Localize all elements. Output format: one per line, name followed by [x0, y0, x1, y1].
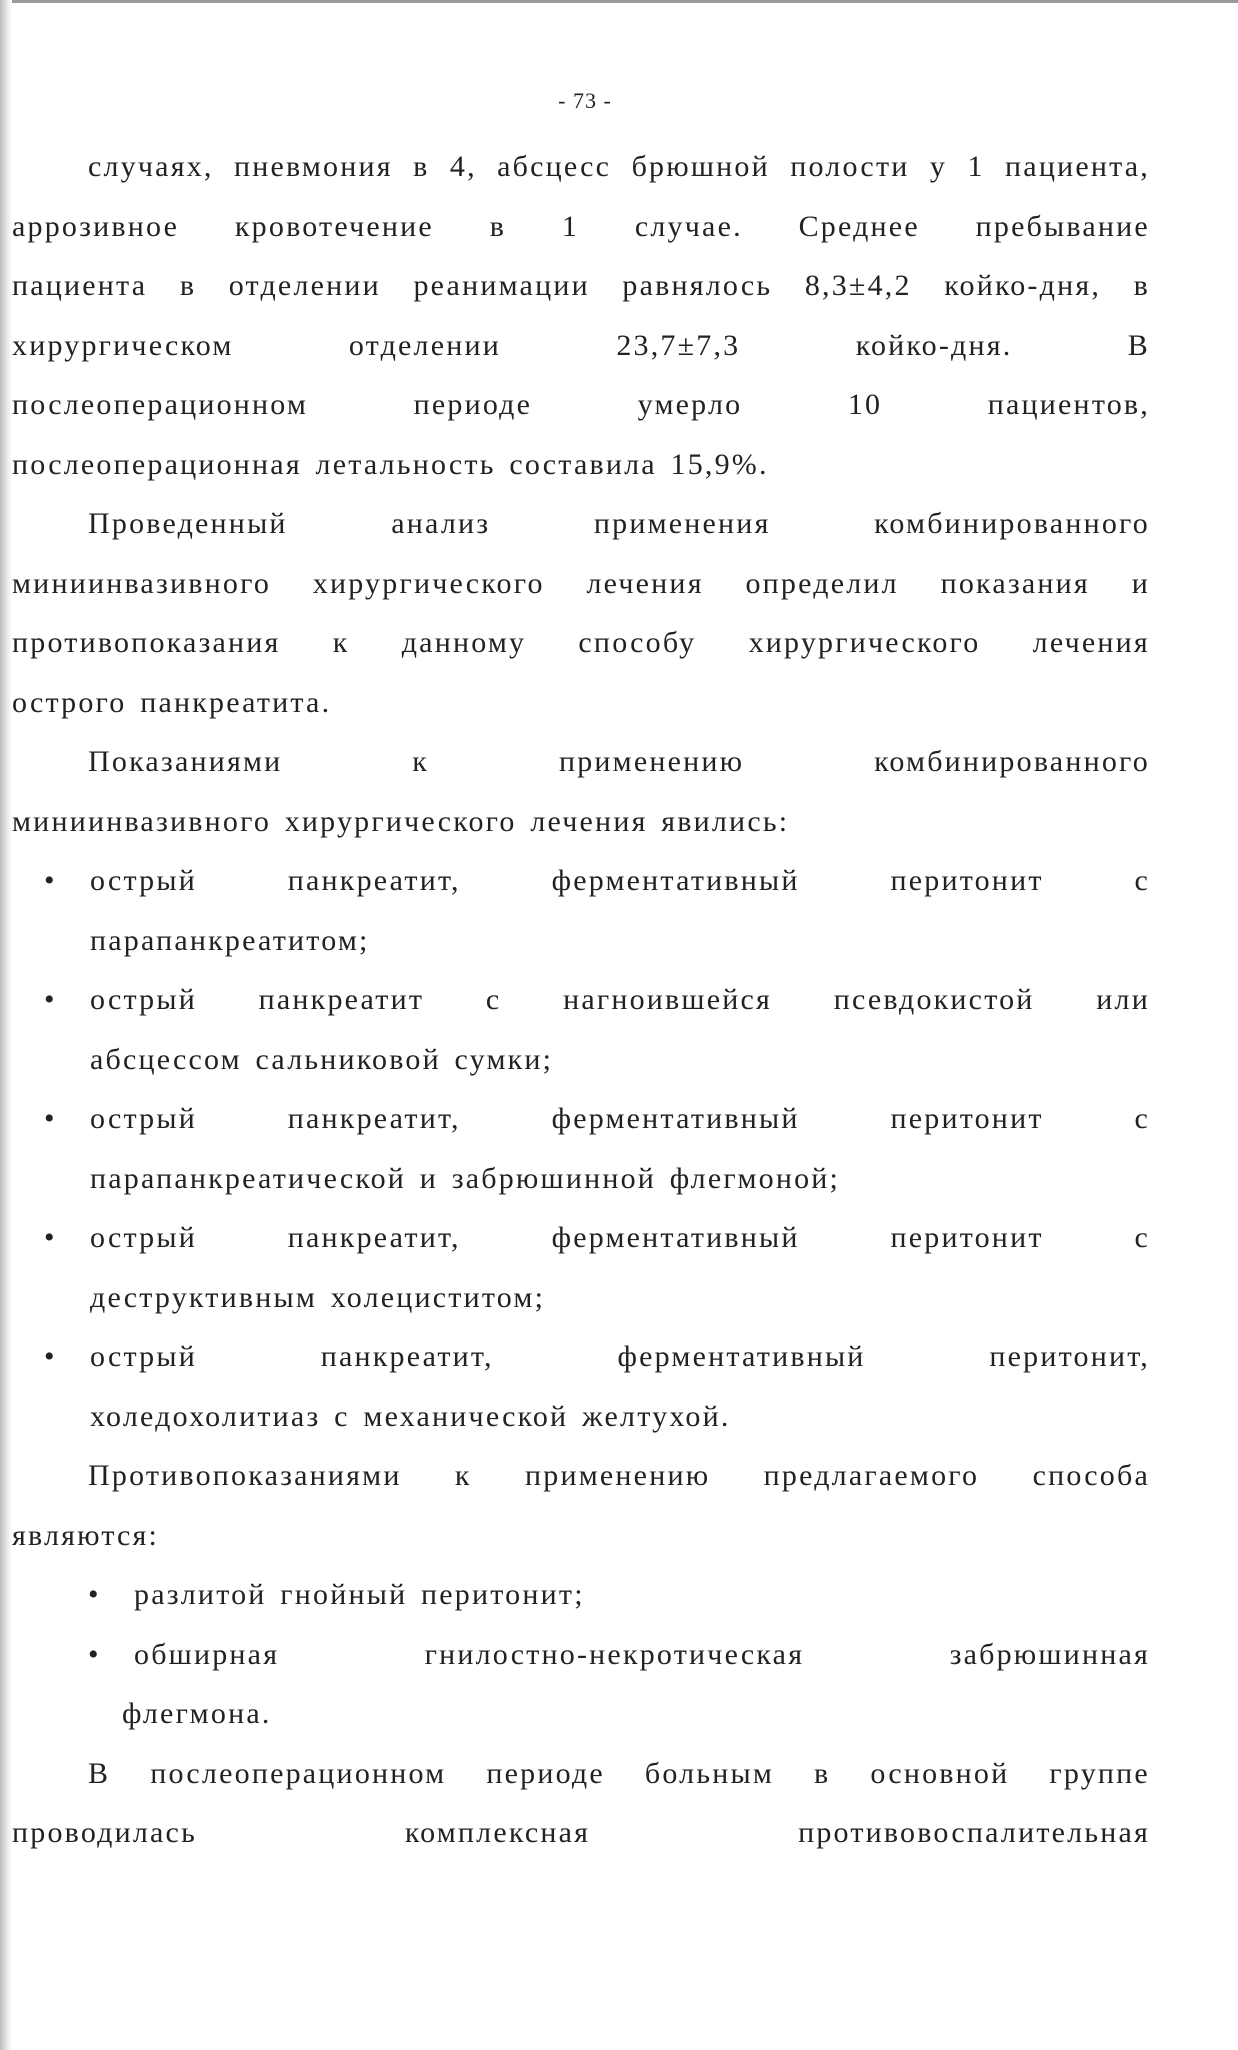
word: периоде	[413, 388, 533, 421]
contraindications-list	[12, 1565, 1150, 1744]
list-item-continuation: деструктивным холециститом;	[90, 1280, 546, 1314]
list-item-continuation: флегмона.	[122, 1697, 272, 1730]
word: полости	[790, 150, 910, 183]
paragraph-2	[12, 494, 1150, 732]
text-line	[12, 1744, 1150, 1804]
word: панкреатит,	[287, 1221, 461, 1254]
list-item	[12, 1089, 1150, 1149]
list-item	[12, 1208, 1150, 1268]
word: проводилась	[12, 1816, 197, 1849]
word: реанимации	[413, 269, 590, 302]
word: применению	[558, 745, 745, 778]
word: в	[489, 209, 507, 243]
word: 1	[561, 209, 580, 243]
bullet-icon: •	[88, 1637, 101, 1671]
word: комплексная	[404, 1816, 591, 1849]
word: способу	[578, 626, 697, 659]
word: пациента	[12, 269, 148, 302]
word: группе	[1049, 1756, 1150, 1790]
word: хирургического	[312, 566, 545, 600]
word: ферментативный	[551, 864, 800, 897]
word: в	[413, 150, 430, 183]
paragraph-4	[12, 1446, 1150, 1565]
word: Показаниями	[88, 745, 283, 778]
text-line	[12, 316, 1150, 376]
word: равнялось	[622, 269, 773, 302]
text-line: острого панкреатита.	[12, 685, 332, 719]
word: с	[485, 983, 502, 1016]
word: нагноившейся	[563, 983, 773, 1016]
list-item	[12, 1625, 1150, 1685]
word: панкреатит,	[287, 864, 461, 897]
word: предлагаемого	[763, 1459, 980, 1492]
word: к	[332, 626, 350, 659]
word: противопоказания	[12, 626, 281, 659]
bullet-icon: •	[44, 1340, 57, 1373]
page-number: - 73 -	[558, 88, 612, 113]
bullet-icon: •	[44, 983, 57, 1016]
paragraph-3	[12, 732, 1150, 851]
text-line: миниинвазивного хирургического лечения явились:	[12, 804, 790, 838]
scan-left-edge	[0, 0, 12, 2050]
word: псевдокистой	[833, 983, 1035, 1016]
word: в	[814, 1756, 831, 1790]
word: панкреатит,	[287, 1102, 461, 1135]
list-item: • разлитой гнойный перитонит;	[12, 1565, 1150, 1625]
word: применения	[593, 507, 771, 540]
word: пациентов,	[987, 388, 1150, 421]
word: 23,7±7,3	[616, 328, 741, 362]
word: брюшной	[631, 150, 770, 183]
word: данному	[401, 626, 527, 659]
document-body	[12, 137, 1150, 1863]
word: лечения	[1032, 626, 1150, 659]
word: комбинированного	[874, 507, 1150, 540]
word: В	[1127, 328, 1150, 362]
text-line	[12, 613, 1150, 673]
word: койко-дня.	[855, 328, 1013, 362]
word: Противопоказаниями	[88, 1459, 402, 1492]
list-item-continuation: холедохолитиаз с механической желтухой.	[90, 1399, 731, 1433]
word: определил	[745, 566, 899, 600]
word: перитонит	[890, 1221, 1044, 1254]
word: кровотечение	[234, 209, 434, 243]
bullet-icon: •	[44, 1102, 57, 1135]
word: острый	[90, 983, 197, 1016]
word: гнилостно-некротическая	[424, 1637, 805, 1671]
word: абсцесс	[497, 150, 612, 183]
word: забрюшинная	[949, 1637, 1150, 1671]
word: послеоперационном	[12, 388, 309, 421]
paragraph-5	[12, 1744, 1150, 1863]
word: в	[1133, 269, 1150, 302]
word: основной	[870, 1756, 1010, 1790]
scan-top-edge	[0, 0, 1238, 3]
word: койко-дня,	[944, 269, 1102, 302]
word: острый	[90, 1102, 197, 1135]
text-line	[12, 1803, 1150, 1863]
text-line	[12, 375, 1150, 435]
bullet-icon: •	[44, 864, 57, 897]
list-item-continuation: парапанкреатической и забрюшинной флегмоной;	[90, 1161, 841, 1195]
text-line	[12, 732, 1150, 792]
word: лечения	[586, 566, 704, 600]
word: умерло	[637, 388, 743, 421]
word: противовоспалительная	[798, 1816, 1150, 1849]
word: пациента,	[1005, 150, 1150, 183]
text-line	[12, 554, 1150, 614]
word: панкреатит	[258, 983, 425, 1016]
text-line	[12, 137, 1150, 197]
word: к	[454, 1459, 472, 1492]
word: Среднее	[798, 209, 920, 243]
indications-list	[12, 851, 1150, 1446]
word: острый	[90, 864, 197, 897]
word: В	[88, 1756, 111, 1790]
word: острый	[90, 1221, 197, 1254]
word: в	[179, 269, 197, 302]
word: показания	[940, 566, 1090, 600]
word: ферментативный	[551, 1221, 800, 1254]
word: анализ	[391, 507, 491, 540]
word: 10	[847, 388, 883, 421]
word: к	[412, 745, 430, 778]
text-line	[12, 197, 1150, 257]
word: у	[929, 150, 948, 183]
word: или	[1096, 983, 1150, 1016]
word: аррозивное	[12, 209, 180, 243]
bullet-icon: •	[88, 1578, 101, 1611]
word: ферментативный	[551, 1102, 800, 1135]
word: с	[1134, 1102, 1150, 1135]
word: перитонит,	[989, 1340, 1150, 1373]
word: применению	[525, 1459, 711, 1492]
list-item-continuation: абсцессом сальниковой сумки;	[90, 1042, 554, 1076]
word: с	[1134, 1221, 1150, 1254]
word: хирургического	[748, 626, 981, 659]
word: Проведенный	[88, 507, 288, 540]
word: обширная	[134, 1637, 280, 1671]
word: случае.	[634, 209, 743, 243]
word: отделении	[228, 269, 381, 302]
word: хирургическом	[12, 328, 234, 362]
text-line: являются:	[12, 1518, 160, 1552]
word: ферментативный	[617, 1340, 866, 1373]
list-item	[12, 1327, 1150, 1387]
word: пневмония	[233, 150, 393, 183]
word: с	[1134, 864, 1150, 897]
word: больным	[644, 1756, 775, 1790]
word: послеоперационном	[150, 1756, 447, 1790]
word: перитонит	[890, 864, 1044, 897]
word: комбинированного	[874, 745, 1150, 778]
word: 8,3±4,2	[804, 269, 912, 302]
bullet-icon: •	[44, 1221, 57, 1254]
text-line: послеоперационная летальность составила 15,9%.	[12, 447, 769, 481]
word: отделении	[348, 328, 502, 362]
text-line	[12, 1446, 1150, 1506]
text-line	[12, 494, 1150, 554]
list-item-continuation: парапанкреатитом;	[90, 923, 370, 957]
word: острый	[90, 1340, 197, 1373]
word: 4,	[449, 150, 477, 183]
list-item	[12, 970, 1150, 1030]
list-item	[12, 851, 1150, 911]
word: 1	[967, 150, 985, 183]
word: способа	[1032, 1459, 1150, 1492]
word: периоде	[486, 1756, 605, 1790]
word: миниинвазивного	[12, 566, 272, 600]
word: панкреатит,	[320, 1340, 494, 1373]
paragraph-1	[12, 137, 1150, 494]
text-line	[12, 256, 1150, 316]
word: случаях,	[88, 150, 214, 183]
word: и	[1131, 566, 1150, 600]
word: пребывание	[975, 209, 1150, 243]
word: перитонит	[890, 1102, 1044, 1135]
